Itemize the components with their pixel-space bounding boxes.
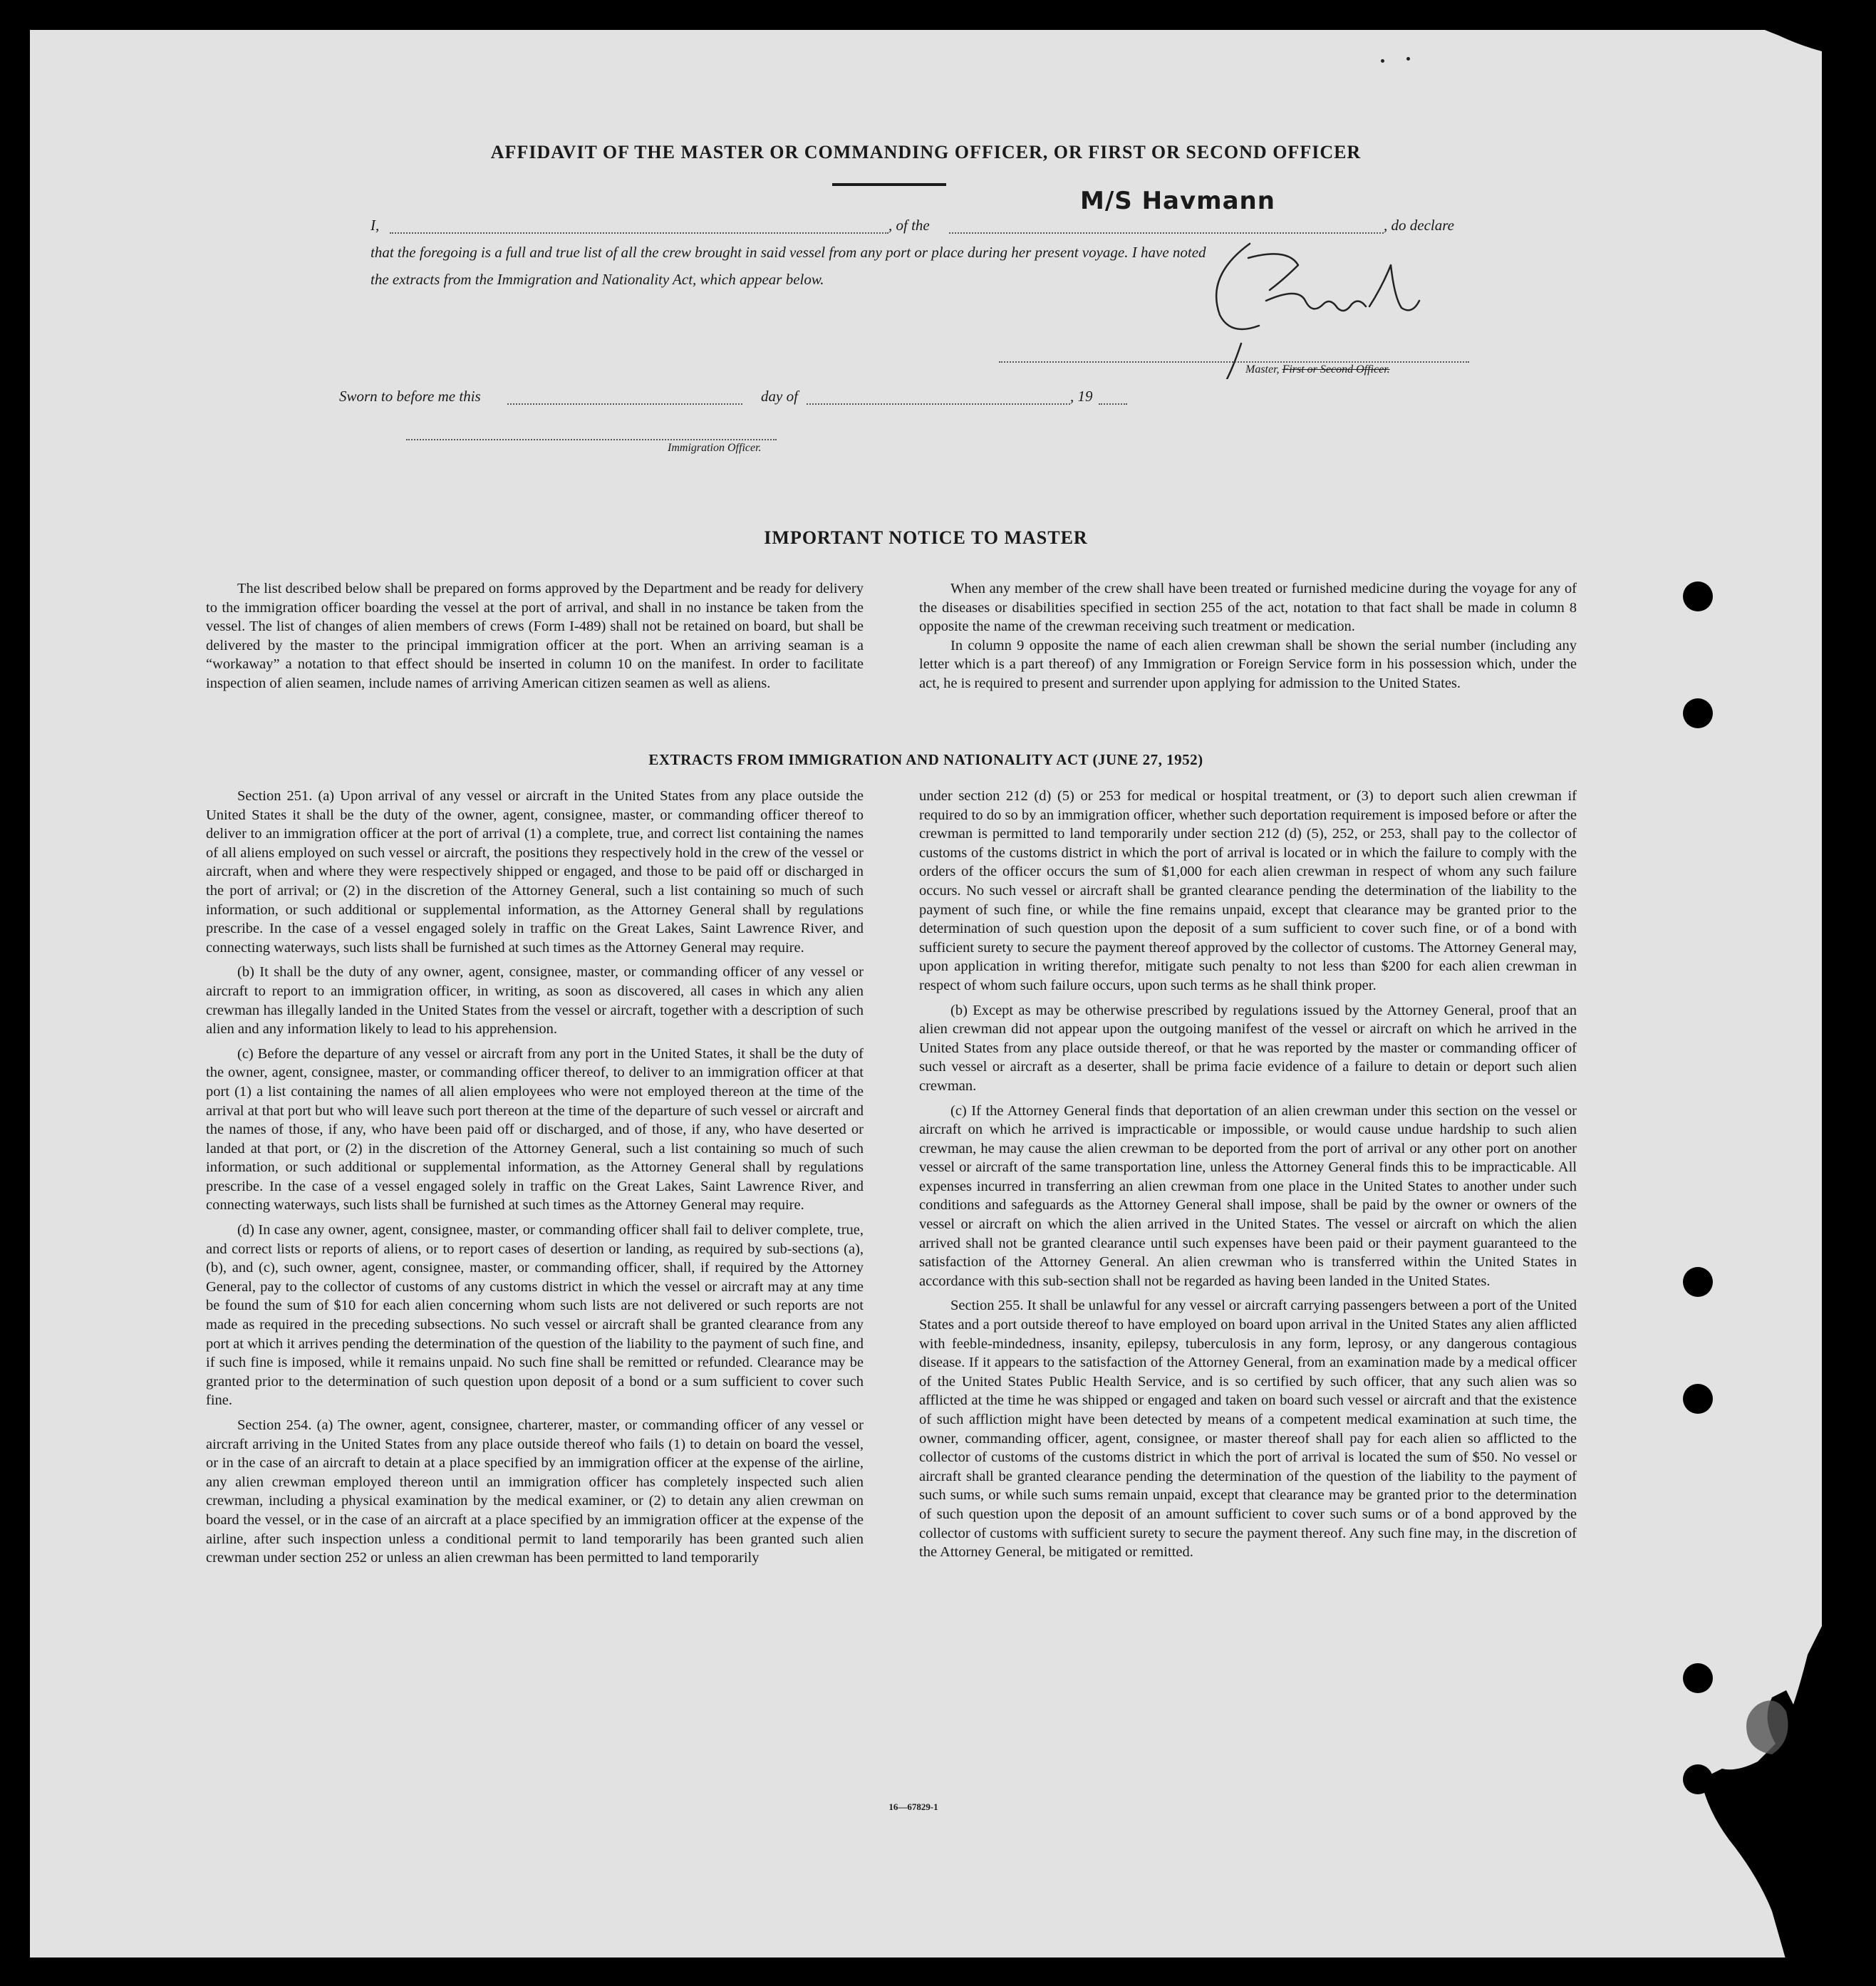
paper-corner-damage xyxy=(1751,30,1822,51)
notice-right-paragraph: In column 9 opposite the name of each alien crewman shall be shown the serial number (including any letter which is a part thereof) of any Immigration or Foreign Service form in his possession which, under the act, he is required to present and surrender upon applying for admission to the United States. xyxy=(919,637,1577,691)
section-paragraph: Section 254. (a) The owner, agent, consignee, charterer, master, or commanding officer of any vessel or aircraft arriving in the United States from any place outside thereof who fails (1) to detain on board the vessel, or in the case of an aircraft to detain at a place specified by an immigration officer at the expense of the airline, any alien crewman employed thereon until an immigration officer has completely inspected such alien crewman, including a physical examination by the medical examiner, or (2) to detain any alien crewman on board the vessel, or in the case of an aircraft at a place specified by an immigration officer at the expense of the airline, after such inspection unless a conditional permit to land temporarily has been granted such alien crewman under section 252 or unless an alien crewman has been permitted to land temporarily xyxy=(206,1417,864,1566)
punch-hole xyxy=(1683,1267,1713,1297)
extracts-right-column xyxy=(919,787,1577,1562)
sworn-month-blank xyxy=(807,403,1070,405)
sworn-label: Sworn to before me this xyxy=(339,388,481,405)
section-paragraph: (b) Except as may be otherwise prescribed by regulations issued by the Attorney General, proof that an alien crewman did not appear upon the outgoing manifest of the vessel or aircraft on which he arrived in the United States from any place outside thereof, or that he was reported by the master or commanding officer of such vessel or aircraft as a deserter, shall be prima facie evidence of a failure to detain or deport such alien crewman. xyxy=(919,1002,1577,1094)
notice-left-paragraph: The list described below shall be prepared on forms approved by the Department and be ready for delivery to the immigration officer boarding the vessel at the port of arrival, and shall in no instance be taken from the vessel. The list of changes of alien members of crews (Form I-489) shall not be retained on board, but shall be delivered by the master to the principal immigration officer at the port. When an arriving seaman is a “workaway” a notation to that effect should be inserted in column 10 on the manifest. In order to facilitate inspection of alien seamen, include names of arriving American citizen seamen as well as aliens. xyxy=(206,581,864,691)
struck-officer-caption: First or Second Officer. xyxy=(1282,363,1390,376)
section-paragraph: (c) If the Attorney General finds that deportation of an alien crewman under this section on the vessel or aircraft on which he arrived is impracticable or impossible, or would cause undue hardship to such alien crewman, he may cause the alien crewman to be deported from the port of arrival or any other port on another vessel or aircraft of the same transportation line, unless the Attorney General finds this to be impracticable. All expenses incurred in transferring an alien crewman from one place in the United States to another under such conditions and safeguards as the Attorney General shall impose, shall be paid by the owner or owners of the vessel or aircraft on which the alien arrived in the United States. The vessel or aircraft on which the alien arrived shall not be granted clearance until such expenses have been paid or their payment guaranteed to the satisfaction of the Attorney General. An alien crewman who is transferred within the United States in accordance with this sub-section shall not be regarded as having been landed in the United States. xyxy=(919,1102,1577,1289)
punch-hole xyxy=(1683,1384,1713,1414)
document-page xyxy=(30,30,1822,1957)
notice-right-column xyxy=(919,579,1577,693)
affidavit-title: AFFIDAVIT OF THE MASTER OR COMMANDING OFFICER, OR FIRST OR SECOND OFFICER xyxy=(490,142,1362,162)
affidavit-i-label: I, xyxy=(370,217,380,234)
section-paragraph: Section 251. (a) Upon arrival of any vessel or aircraft in the United States from any place outside the United States it shall be the duty of the owner, agent, consignee, master, or commanding officer thereof to deliver to an immigration officer at the port of arrival (1) a complete, true, and correct list containing the names of all aliens employed on such vessel or aircraft, the positions they respectively hold in the crew of the vessel or aircraft, when and where they were respectively shipped or engaged, and those to be paid off or discharged in the port of arrival; or (2) in the discretion of the Attorney General, such a list containing so much of such information, or such additional or supplemental information, as the Attorney General shall by regulations prescribe. In the case of a vessel engaged solely in traffic on the Great Lakes, Saint Lawrence River, and connecting waterways, such lists shall be furnished at such times as the Attorney General may require. xyxy=(206,788,864,956)
immigration-officer-line xyxy=(406,439,777,440)
section-paragraph: (c) Before the departure of any vessel or aircraft from any port in the United States, it shall be the duty of the owner, agent, consignee, master, or commanding officer thereof, to deliver to an immigration officer at that port (1) a list containing the names of all alien employees who were not employed thereon at the time of the arrival at that port but who will leave such port thereon at the time of the departure of such vessel or aircraft and the names of those, if any, who have been paid off or discharged, and of those, if any, who have deserted or landed at that port, or (2) in the discretion of the Attorney General, such a list containing so much of such information, or such additional or supplemental information, as the Attorney General shall by regulations prescribe. In the case of a vessel engaged solely in traffic on the Great Lakes, Saint Lawrence River, and connecting waterways, such lists shall be furnished at such times as the Attorney General may require. xyxy=(206,1045,864,1214)
extracts-left-column xyxy=(206,787,864,1568)
punch-hole xyxy=(1683,581,1713,611)
sworn-day-blank xyxy=(507,403,742,405)
notice-left-column xyxy=(206,579,864,693)
immigration-officer-caption: Immigration Officer. xyxy=(668,442,762,454)
of-the-label: , of the xyxy=(888,217,930,234)
signature-line xyxy=(999,361,1469,363)
day-of-label: day of xyxy=(761,388,798,405)
vessel-name-stamp: M/S Havmann xyxy=(1080,187,1275,215)
year-label: , 19 xyxy=(1070,388,1093,405)
speck xyxy=(1381,59,1384,63)
form-number: 16—67829-1 xyxy=(888,1801,938,1812)
do-declare-label: , do declare xyxy=(1384,217,1454,234)
master-signature xyxy=(1198,237,1426,379)
section-paragraph: under section 212 (d) (5) or 253 for medical or hospital treatment, or (3) to deport such alien crewman if required to do so by an immigration officer, whether such deportation requirement is imposed before or after the crewman is permitted to land temporarily under section 212 (d) (5), 252, or 253, shall pay to the collector of customs of the customs district in which the port of arrival is located or in which the failure to comply with the orders of the officer occurs the sum of $1,000 for each alien crewman in respect of whom any such failure occurs. No such vessel or aircraft shall be granted clearance pending the determination of the liability to the payment of such fine, or while the fine remains unpaid, except that clearance may be granted prior to the determination of such question upon the deposit of a sum sufficient to cover such fine, or of a bond with sufficient surety to secure the payment thereof approved by the collector of customs. The Attorney General may, upon application in writing therefor, mitigate such penalty to not less than $200 for each alien crewman in respect of whom such failure occurs, upon such terms as he shall think proper. xyxy=(919,788,1577,993)
speck xyxy=(1406,57,1410,61)
signature-caption xyxy=(1245,363,1390,376)
affidavit-statement-line: that the foregoing is a full and true list of all the crew brought in said vessel from any port or place during her present voyage. I have noted xyxy=(370,244,1206,261)
section-paragraph: Section 255. It shall be unlawful for any vessel or aircraft carrying passengers between a port of the United States and a port outside thereof to have employed on board upon arrival in the United States any alien afflicted with feeble-mindedness, insanity, epilepsy, tuberculosis in any form, leprosy, or any dangerous contagious disease. If it appears to the satisfaction of the Attorney General, from an examination made by a medical officer of the United States Public Health Service, and is so certified by such officer, that any such alien was so afflicted at the time he was shipped or engaged and taken on board such vessel or aircraft and that the existence of such affliction might have been detected by means of a competent medical examination at such time, the owner, commanding officer, agent, consignee, or master thereof shall pay for each alien so afflicted to the collector of customs of the customs district in which the port of arrival is located the sum of $50. No vessel or aircraft shall be granted clearance pending the determination of the question of the liability to the payment of such sums, or while such sums remain unpaid, except that clearance may be granted prior to the determination of such question upon the deposit of an amount sufficient to cover such sums or of a bond approved by the collector of customs with sufficient surety to secure the payment thereof. Any such fine may, in the discretion of the Attorney General, be mitigated or remitted. xyxy=(919,1298,1577,1561)
punch-hole xyxy=(1683,698,1713,728)
section-paragraph: (d) In case any owner, agent, consignee, master, or commanding officer shall fail to deliver complete, true, and correct lists or reports of aliens, or to report cases of desertion or landing, as required by sub-sections (a), (b), and (c), such owner, agent, consignee, master, or commanding officer, shall, if required by the Attorney General, pay to the collector of customs of any customs district in which the vessel or aircraft may at any time be found the sum of $10 for each alien concerning whom such lists are not delivered or such reports are not made as required in the preceding subsections. No such vessel or aircraft shall be granted clearance from any port at which it arrives pending the determination of the question of the liability to the payment of such fine, and if such fine is imposed, while it remains unpaid. No such fine shall be remitted or refunded. Clearance may be granted prior to the determination of such question upon deposit of a bond or a sum sufficient to cover such fine. xyxy=(206,1222,864,1409)
name-blank xyxy=(390,232,888,234)
notice-right-paragraph: When any member of the crew shall have been treated or furnished medicine during the voyage for any of the diseases or disabilities specified in section 255 of the act, notation to that fact shall be made in column 8 opposite the name of the crewman receiving such treatment or medication. xyxy=(919,581,1577,635)
punch-hole xyxy=(1683,1764,1713,1794)
extracts-title: EXTRACTS FROM IMMIGRATION AND NATIONALITY ACT (JUNE 27, 1952) xyxy=(648,751,1203,768)
affidavit-extracts-line: the extracts from the Immigration and Nationality Act, which appear below. xyxy=(370,271,824,288)
sworn-year-blank xyxy=(1099,403,1127,405)
vessel-blank xyxy=(949,232,1384,234)
section-paragraph: (b) It shall be the duty of any owner, agent, consignee, master, or commanding officer of any vessel or aircraft to report to an immigration officer, in writing, as soon as discovered, all cases in which any alien crewman has illegally landed in the United States from the vessel or aircraft, together with a description of such alien and any information likely to lead to his apprehension. xyxy=(206,964,864,1038)
title-rule xyxy=(832,183,946,186)
master-caption: Master, xyxy=(1245,363,1280,376)
notice-title: IMPORTANT NOTICE TO MASTER xyxy=(764,527,1088,548)
punch-hole xyxy=(1683,1663,1713,1693)
